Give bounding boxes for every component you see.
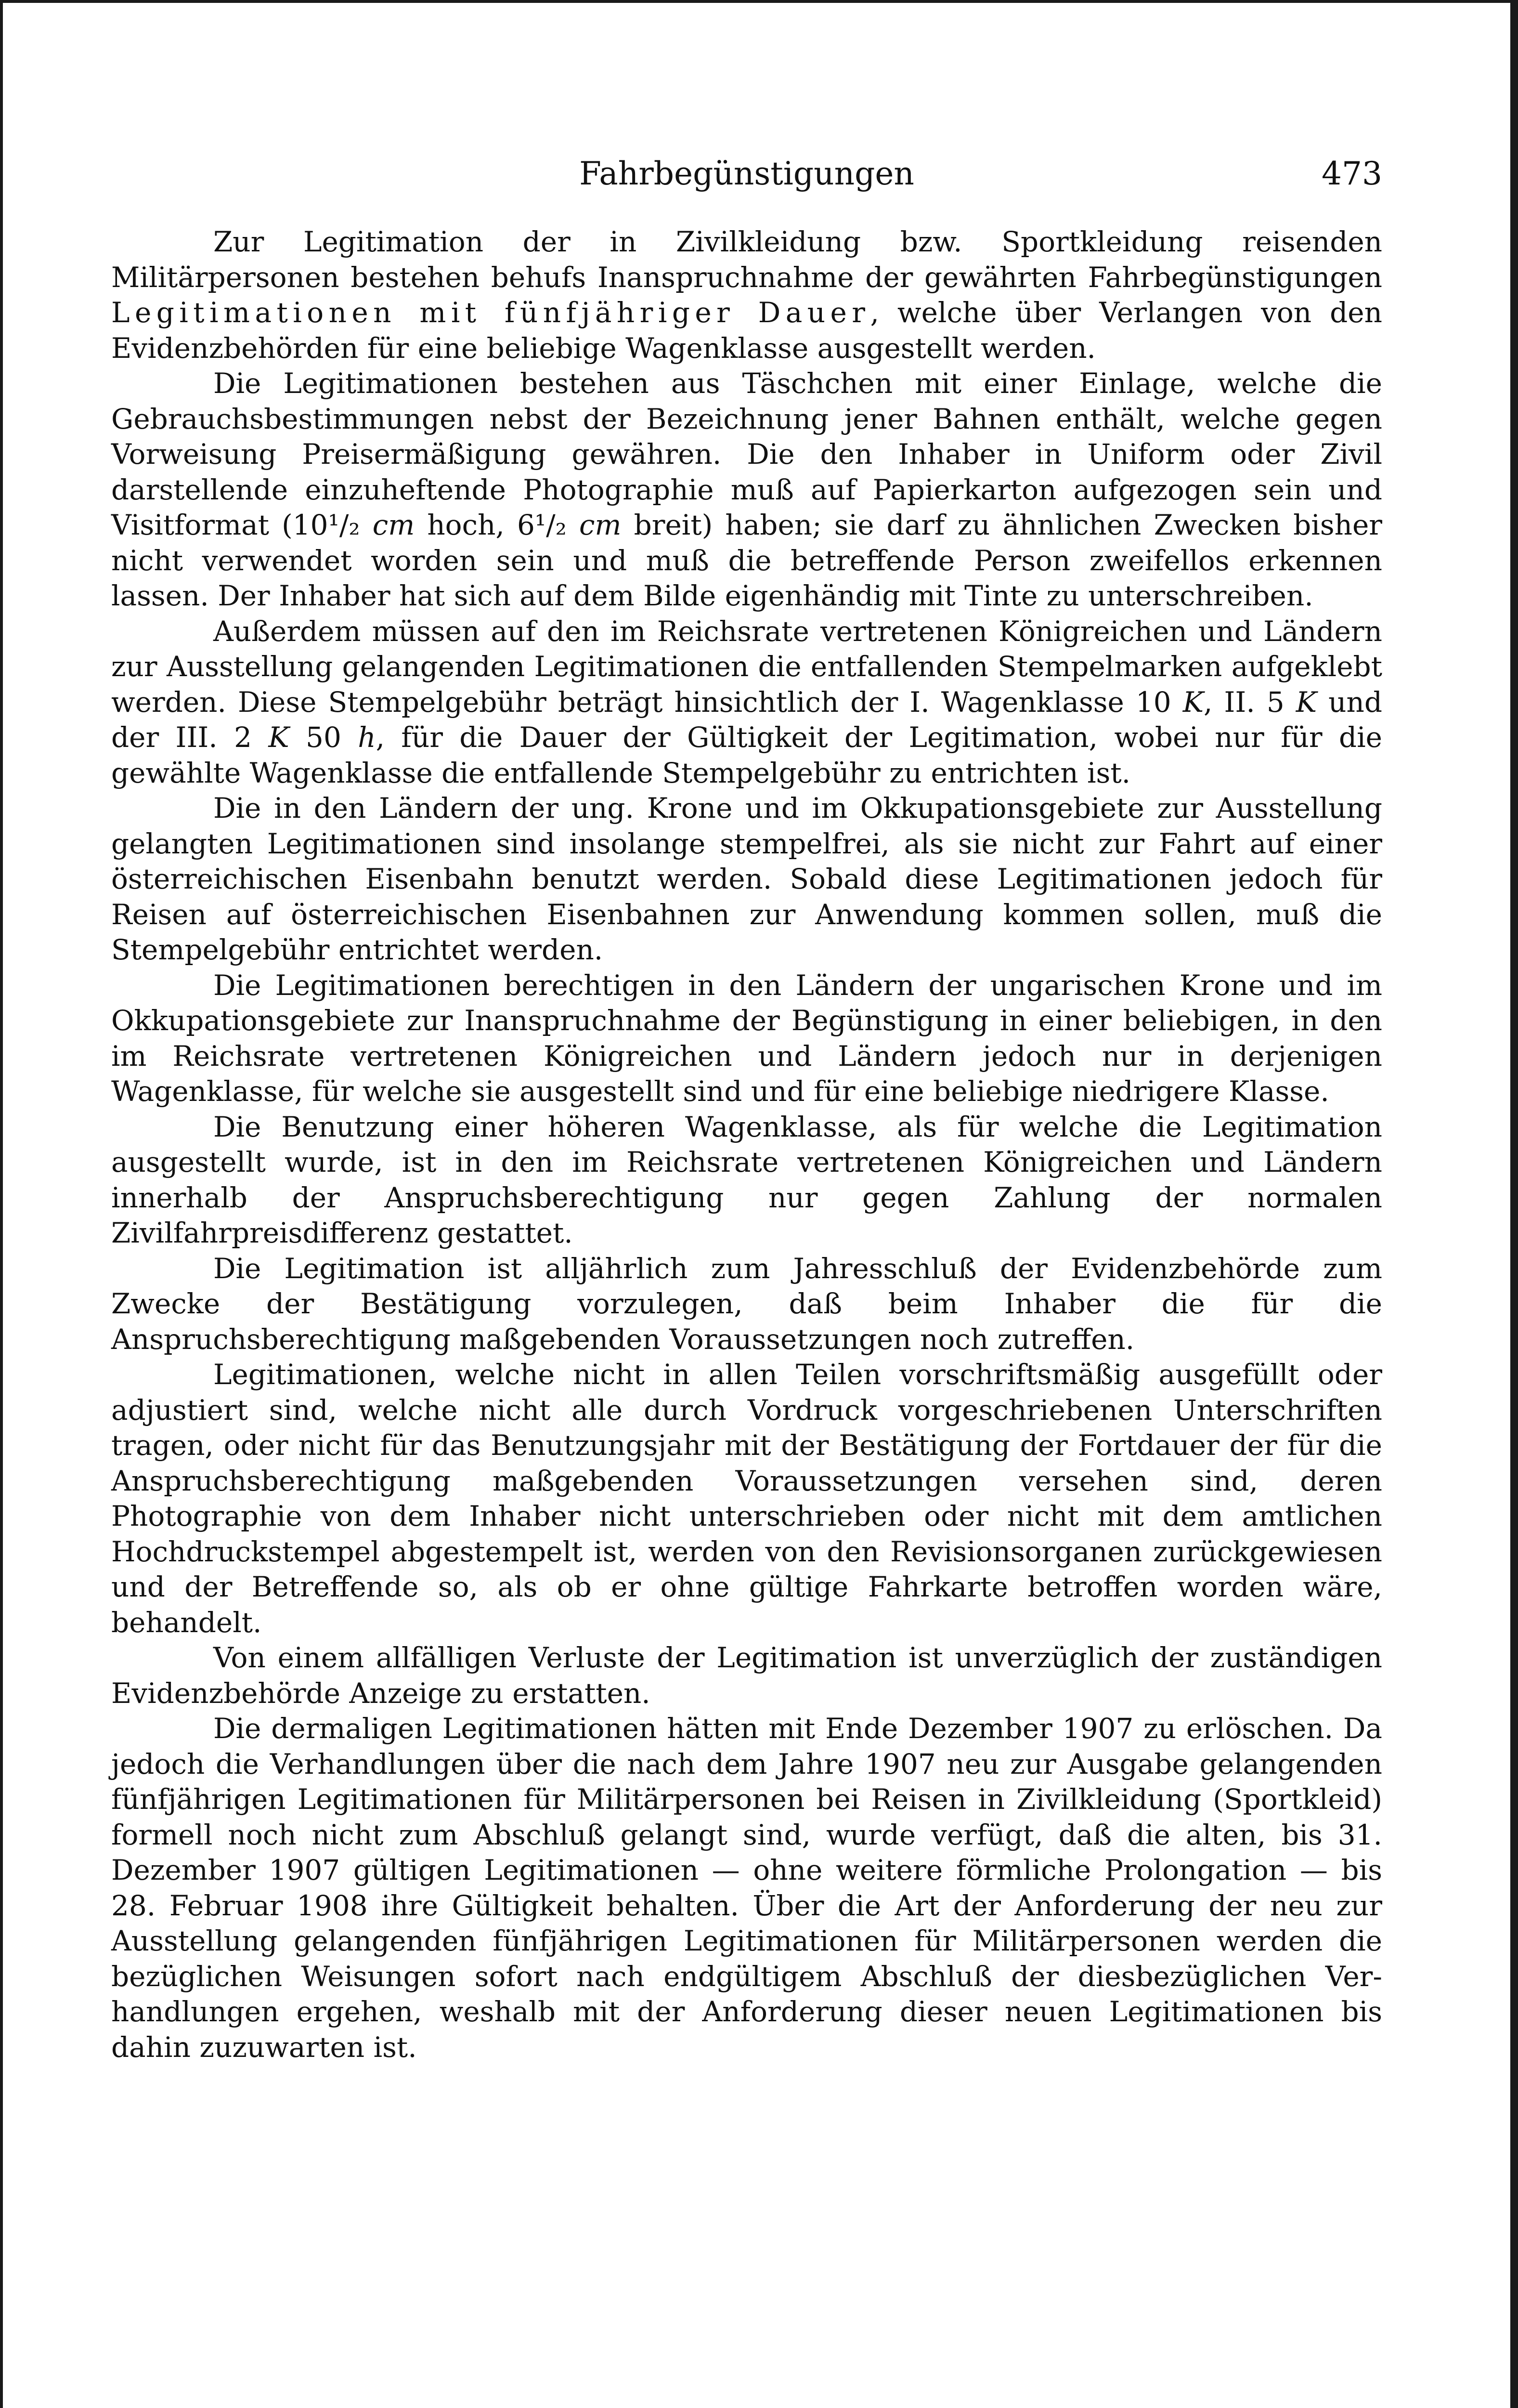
unit-cm: cm — [372, 509, 415, 541]
paragraph-5: Die Legitimationen berechtigen in den Ländern der ungarischen Krone und im Okkupationsgebiete zur Inanspruchnahme der Begünstigung in einer beliebigen, in den im Reichsrate vertretenen Königreichen und Ländern jedoch nur in derjenigen Wagenklasse, für welche sie ausgestellt sind und für eine beliebige niedrigere Klasse. — [111, 968, 1382, 1108]
paragraph-6: Die Benutzung einer höheren Wagenklasse, als für welche die Legitimation ausgestellt wurde, ist in den im Reichsrate vertretenen Königreichen und Ländern innerhalb der Anspruchsberechtigung nur gegen Zahlung der normalen Zivilfahrpreisdifferenz gestattet. — [111, 1110, 1382, 1249]
currency-krone: K — [268, 721, 289, 754]
body-text — [111, 224, 1382, 2065]
paragraph-text: Die Legitimationen bestehen aus Täschchen mit einer Einlage, welche die Gebrauchsbestimmungen nebst der Bezeichnung jener Bahnen enthält, welche gegen Vorweisung Preisermäßigung gewähren. Die den Inhaber in Uniform oder Zivil darstellende einzuheftende Photographie muß auf Papierkarton aufgezogen sein und Visitformat (10 — [111, 367, 1382, 541]
paragraph-3 — [111, 614, 1382, 791]
emphasized-text: Legitimationen mit fünfjähriger Dauer — [111, 296, 870, 329]
paragraph-text: und der III. 2 — [111, 685, 1382, 754]
paragraph-text: 50 — [289, 721, 358, 754]
paragraph-text: Außerdem müssen auf den im Reichsrate vertretenen Königreichen und Ländern zur Ausstellung gelangenden Legitimationen die entfallenden Stempelmarken aufgeklebt werden. Diese Stempelgebühr beträgt hinsichtlich der I. Wagenklasse 10 — [111, 615, 1382, 719]
paragraph-8: Legitimationen, welche nicht in allen Teilen vorschriftsmäßig ausgefüllt oder adjustiert sind, welche nicht alle durch Vordruck vorgeschriebenen Unterschriften tragen, oder nicht für das Benutzungsjahr mit der Bestätigung der Fortdauer der für die Anspruchsberechtigung maßgebenden Voraussetzungen versehen sind, deren Photographie von dem Inhaber nicht unterschrieben oder nicht mit dem amtlichen Hochdruckstempel abgestempelt ist, werden von den Revisionsorganen zurückgewiesen und der Betreffende so, als ob er ohne gültige Fahrkarte betroffen worden wäre, behandelt. — [111, 1358, 1382, 1639]
fraction: ¹/₂ — [534, 509, 567, 541]
currency-heller: h — [358, 721, 376, 754]
paragraph-text: Zur Legitimation der in Zivilkleidung bzw. Sportkleidung reisenden Militärpersonen bestehen behufs Inanspruchnahme der gewährten Fahrbegünstigungen — [111, 225, 1382, 294]
running-header — [111, 147, 1382, 200]
paragraph-10: Die dermaligen Legitimationen hätten mit Ende Dezember 1907 zu erlöschen. Da jedoch die Verhandlungen über die nach dem Jahre 1907 neu zur Ausgabe gelangenden fünfjährigen Legitimationen für Militärpersonen bei Reisen in Zivilkleidung (Sportkleid) formell noch nicht zum Abschluß gelangt sind, wurde verfügt, daß die alten, bis 31. Dezember 1907 gültigen Legitimationen — ohne weitere förmliche Prolongation — bis 28. Februar 1908 ihre Gültigkeit behalten. Über die Art der Anforderung der neu zur Ausstellung gelangenden fünfjährigen Legitimationen für Militärpersonen werden die bezüglichen Weisungen sofort nach endgültigem Abschluß der diesbezüglichen Verhandlungen ergehen, weshalb mit der Anforderung dieser neuen Legitimationen bis dahin zuzuwarten ist. — [111, 1712, 1382, 2064]
paragraph-text: , für die Dauer der Gültigkeit der Legitimation, wobei nur für die gewählte Wagenklasse die entfallende Stempelgebühr zu entrichten ist. — [111, 721, 1382, 789]
currency-krone: K — [1182, 685, 1204, 719]
unit-cm: cm — [579, 509, 622, 541]
paragraph-text: , II. 5 — [1204, 685, 1296, 719]
paragraph-text: hoch, 6 — [415, 509, 535, 541]
paragraph-4: Die in den Ländern der ung. Krone und im Okkupationsgebiete zur Ausstellung gelangten Legitimationen sind insolange stempelfrei, als sie nicht zur Fahrt auf einer österreichischen Eisenbahn benutzt werden. Sobald diese Legitimationen jedoch für Reisen auf österreichischen Eisenbahnen zur Anwendung kommen sollen, muß die Stempelgebühr entrichtet werden. — [111, 792, 1382, 966]
page-number: 473 — [1322, 155, 1382, 192]
paragraph-text: breit) haben; sie darf zu ähnlichen Zwecken bisher nicht verwendet worden sein und muß die betreffende Person zweifellos erkennen lassen. Der Inhaber hat sich auf dem Bilde eigenhändig mit Tinte zu unterschreiben. — [111, 509, 1383, 612]
currency-krone: K — [1296, 685, 1317, 719]
running-title: Fahrbegünstigungen — [579, 155, 914, 192]
paragraph-text: , welche über Verlangen von den Evidenzbehörden für eine beliebige Wagenklasse ausgestellt werden. — [111, 296, 1382, 365]
paragraph-9: Von einem allfälligen Verluste der Legitimation ist unverzüglich der zuständigen Evidenzbehörde Anzeige zu erstatten. — [111, 1641, 1382, 1710]
book-page — [3, 3, 1510, 2408]
paragraph-7: Die Legitimation ist alljährlich zum Jahresschluß der Evidenzbehörde zum Zwecke der Bestätigung vorzulegen, daß beim Inhaber die für die Anspruchsberechtigung maßgebenden Voraussetzungen noch zutreffen. — [111, 1252, 1382, 1356]
paragraph-2 — [111, 366, 1382, 614]
fraction: ¹/₂ — [328, 509, 360, 541]
paragraph-1 — [111, 224, 1382, 366]
